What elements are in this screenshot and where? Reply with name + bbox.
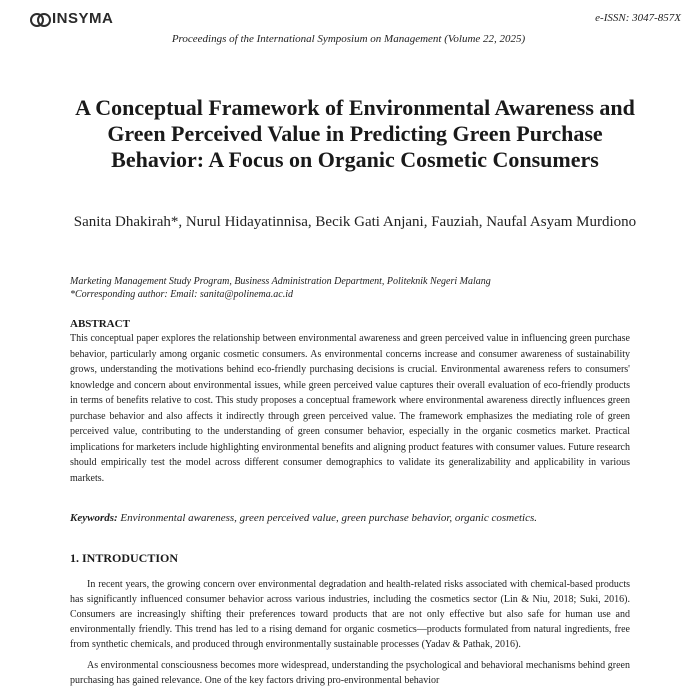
keywords-label: Keywords: xyxy=(70,512,118,524)
affiliation: Marketing Management Study Program, Business Administration Department, Politeknik Negeri Malang xyxy=(70,276,491,287)
introduction-body xyxy=(70,577,630,694)
logo-rings-icon xyxy=(30,11,50,27)
affiliation-block xyxy=(70,275,670,301)
keywords-text: Environmental awareness, green perceived value, green purchase behavior, organic cosmetics. xyxy=(120,512,537,524)
issn: e-ISSN: 3047-857X xyxy=(595,12,681,24)
abstract-text: This conceptual paper explores the relationship between environmental awareness and green perceived value in influencing green purchase behavior, particularly among organic cosmetic consumers. As environmental concerns increase and consumer awareness of sustainability grows, understanding the motivations behind eco-friendly purchasing decisions is crucial. Environmental awareness refers to consumers' knowledge and concern about environmental issues, while green perceived value captures their overall evaluation of eco-friendly products in terms of benefits relative to cost. This study proposes a conceptual framework where environmental awareness directly influences green purchase behavior and also affects it indirectly through green perceived value. The framework emphasizes the mediating role of green perceived value, contributing to the understanding of green consumer behavior, especially in the organic cosmetics market. Practical implications for marketers include highlighting environmental benefits and aligning product features with consumer values. Future research should empirically test the model across different consumer demographics to validate its generalizability and applicability in various markets. xyxy=(70,333,630,484)
corresponding-author: *Corresponding author: Email: sanita@polinema.ac.id xyxy=(70,289,293,300)
intro-paragraph-2: As environmental consciousness becomes more widespread, understanding the psychological and behavioral mechanisms behind green purchasing has gained relevance. One of the key factors driving pro-environmental behavior xyxy=(70,660,630,686)
intro-paragraph-1: In recent years, the growing concern over environmental degradation and health-related risks associated with chemical-based products has significantly influenced consumer behavior across various industries, including the cosmetics sector (Lin & Niu, 2018; Suki, 2016). Consumers are increasingly shifting their preferences toward products that are not only effective but also safe for human use and environmentally friendly. This trend has led to a rising demand for organic cosmetics—products formulated from natural ingredients, free from synthetic chemicals, and produced through environmentally sustainable processes (Yadav & Pathak, 2016). xyxy=(70,579,630,650)
journal-logo xyxy=(30,10,113,27)
abstract-heading: ABSTRACT xyxy=(70,318,130,330)
logo-text: INSYMA xyxy=(52,10,114,27)
paper-title: A Conceptual Framework of Environmental Awareness and Green Perceived Value in Predicting Green Purchase Behavior: A Focus on Organic Cosmetic Consumers xyxy=(75,95,635,172)
keywords xyxy=(70,512,650,524)
author-list: Sanita Dhakirah*, Nurul Hidayatinnisa, Becik Gati Anjani, Fauziah, Naufal Asyam Murdiono xyxy=(73,214,637,230)
proceedings-line: Proceedings of the International Symposium on Management (Volume 22, 2025) xyxy=(171,33,526,45)
section-heading-introduction: 1. INTRODUCTION xyxy=(70,551,179,565)
